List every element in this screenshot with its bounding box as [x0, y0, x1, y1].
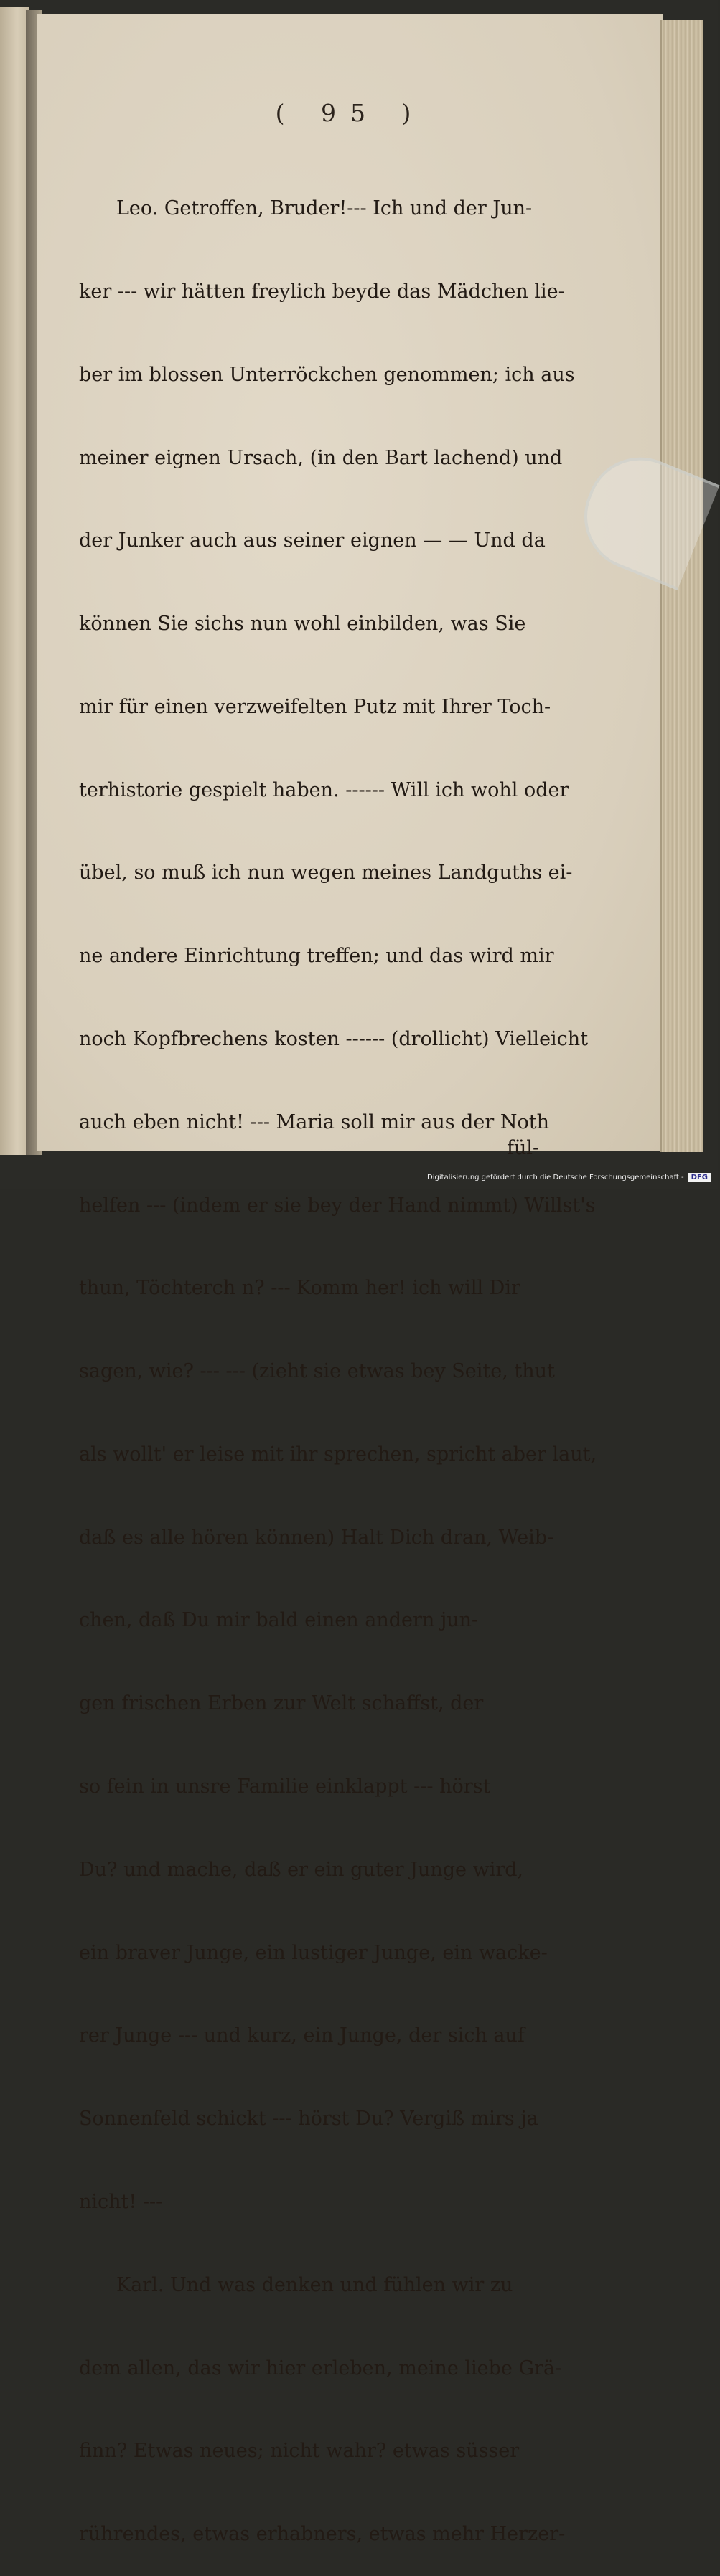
text-line: terhistorie gespielt haben. ------ Will ich wohl oder [79, 778, 569, 801]
text-line: daß es alle hören können) Halt Dich dran, Weib- [79, 1526, 554, 1549]
text-line: der Junker auch aus seiner eignen — — Und da [79, 529, 546, 552]
text-line: als wollt' er leise mit ihr sprechen, spricht aber laut, [79, 1443, 597, 1466]
text-line: noch Kopfbrechens kosten ------ (drollicht) Vielleicht [79, 1028, 589, 1050]
page-number-header: ( 95 ) [275, 99, 426, 127]
text-line: ein braver Junge, ein lustiger Junge, ein wacke- [79, 1941, 548, 1964]
text-line: Leo. Getroffen, Bruder!--- Ich und der Jun- [116, 197, 533, 220]
text-line: ne andere Einrichtung treffen; und das wird mir [79, 945, 554, 968]
text-line: ker --- wir hätten freylich beyde das Mädchen lie- [79, 280, 565, 303]
text-line: thun, Töchterch n? --- Komm her! ich will Dir [79, 1277, 520, 1300]
text-line: Du? und mache, daß er ein guter Junge wird, [79, 1858, 524, 1881]
text-line: Karl. Und was denken und fühlen wir zu [116, 2273, 513, 2296]
text-line: dem allen, das wir hier erleben, meine liebe Grä- [79, 2356, 562, 2379]
text-line: rührendes, etwas erhabners, etwas mehr Herzer- [79, 2523, 566, 2546]
text-line: Sonnenfeld schickt --- hörst Du? Vergiß mirs ja [79, 2108, 538, 2131]
catchword: fül- [507, 1137, 540, 1159]
dfg-logo: DFG [688, 1173, 711, 1182]
footer-text: Digitalisierung gefördert durch die Deutsche Forschungsgemeinschaft - [427, 1173, 684, 1181]
previous-page-edge [0, 7, 29, 1155]
text-line: können Sie sichs nun wohl einbilden, was Sie [79, 613, 526, 636]
text-line: sagen, wie? --- --- (zieht sie etwas bey Seite, thut [79, 1360, 555, 1383]
text-line: ber im blossen Unterröckchen genommen; ich aus [79, 363, 575, 386]
text-line: gen frischen Erben zur Welt schaffst, der [79, 1692, 484, 1715]
page-body-text [79, 140, 596, 2576]
text-line: mir für einen verzweifelten Putz mit Ihrer Toch- [79, 695, 551, 718]
digitization-footer [427, 1170, 711, 1184]
text-line: meiner eignen Ursach, (in den Bart lachend) und [79, 446, 563, 469]
text-line: finn? Etwas neues; nicht wahr? etwas süsser [79, 2440, 520, 2463]
text-line: auch eben nicht! --- Maria soll mir aus der Noth [79, 1110, 550, 1133]
text-line: helfen --- (indem er sie bey der Hand nimmt) Willst's [79, 1194, 596, 1217]
text-line: so fein in unsre Familie einklappt --- hörst [79, 1775, 491, 1798]
text-line: rer Junge --- und kurz, ein Junge, der sich auf [79, 2024, 525, 2047]
text-line: chen, daß Du mir bald einen andern jun- [79, 1609, 479, 1632]
text-line: nicht! --- [79, 2190, 163, 2213]
text-line: übel, so muß ich nun wegen meines Landguths ei- [79, 862, 573, 884]
